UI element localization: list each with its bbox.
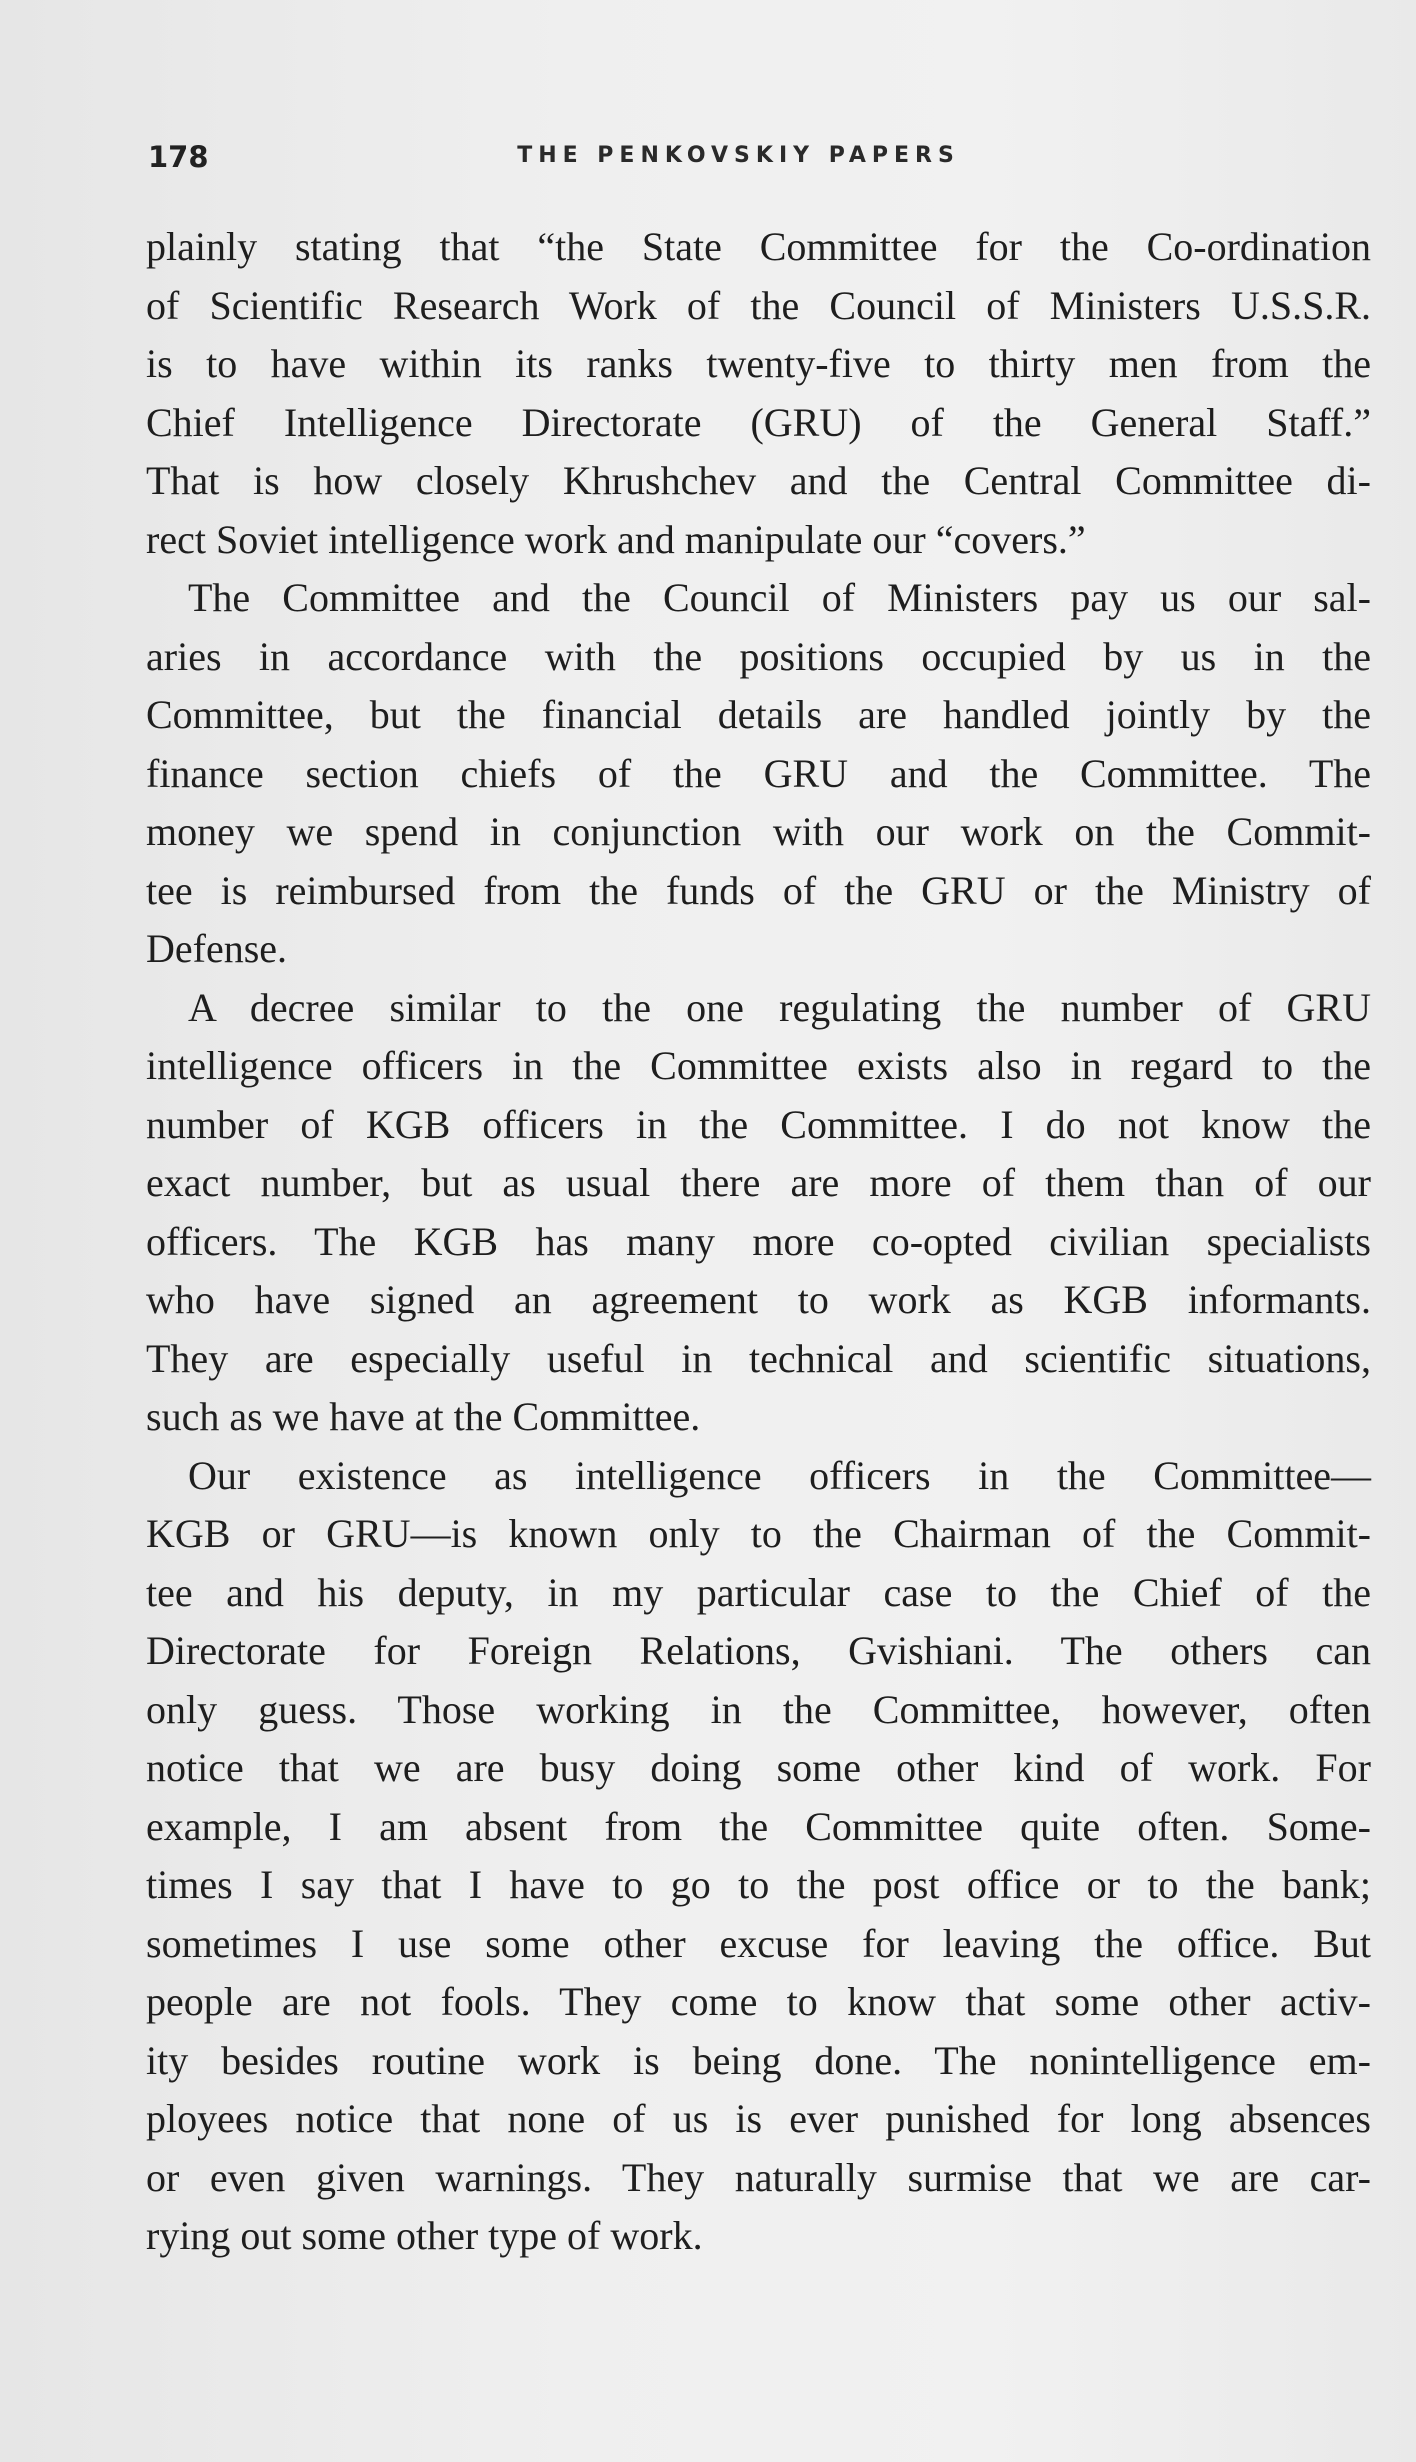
body-text	[146, 218, 1371, 2266]
running-head: THE PENKOVSKIY PAPERS	[517, 143, 960, 168]
text-line: A decree similar to the one regulating the number of GRU	[188, 984, 1371, 1030]
text-line: Defense.	[146, 926, 288, 971]
text-line: notice that we are busy doing some other kind of work. For	[146, 1745, 1371, 1790]
text-line: times I say that I have to go to the post office or to the bank;	[146, 1862, 1371, 1907]
text-line: rect Soviet intelligence work and manipulate our “covers.”	[146, 516, 1086, 562]
text-line: tee and his deputy, in my particular case to the Chief of the	[146, 1569, 1371, 1615]
text-line: plainly stating that “the State Committee for the Co-ordination	[146, 224, 1371, 269]
text-line: The Committee and the Council of Ministers pay us our sal-	[188, 575, 1371, 620]
text-line: They are especially useful in technical and scientific situations,	[146, 1335, 1371, 1381]
text-line: only guess. Those working in the Committee, however, often	[146, 1686, 1371, 1732]
text-line: tee is reimbursed from the funds of the GRU or the Ministry of	[146, 867, 1371, 913]
text-line: Directorate for Foreign Relations, Gvishiani. The others can	[146, 1628, 1371, 1673]
text-line: such as we have at the Committee.	[146, 1394, 701, 1439]
text-line: number of KGB officers in the Committee. I do not know the	[146, 1101, 1371, 1147]
text-line: rying out some other type of work.	[146, 2213, 703, 2258]
text-line: Committee, but the financial details are handled jointly by the	[146, 692, 1371, 737]
text-line: ity besides routine work is being done. The nonintelligence em-	[146, 2037, 1371, 2083]
text-line: money we spend in conjunction with our work on the Commit-	[146, 809, 1371, 854]
text-line: people are not fools. They come to know that some other activ-	[146, 1979, 1371, 2024]
text-line: Our existence as intelligence officers in the Committee—	[188, 1452, 1371, 1498]
page-number: 178	[148, 140, 209, 174]
text-line: example, I am absent from the Committee quite often. Some-	[146, 1803, 1371, 1849]
text-line: Chief Intelligence Directorate (GRU) of the General Staff.”	[146, 399, 1371, 445]
page-header	[146, 140, 1371, 180]
text-line: intelligence officers in the Committee exists also in regard to the	[146, 1043, 1371, 1088]
text-line: exact number, but as usual there are more of them than of our	[146, 1160, 1371, 1205]
text-line: or even given warnings. They naturally surmise that we are car-	[146, 2154, 1371, 2200]
text-line: is to have within its ranks twenty-five to thirty men from the	[146, 341, 1371, 386]
text-line: KGB or GRU—is known only to the Chairman of the Commit-	[146, 1511, 1371, 1556]
text-line: aries in accordance with the positions occupied by us in the	[146, 633, 1371, 679]
text-line: who have signed an agreement to work as KGB informants.	[146, 1277, 1371, 1322]
text-line: ployees notice that none of us is ever punished for long absences	[146, 2096, 1371, 2141]
text-line: That is how closely Khrushchev and the Central Committee di-	[146, 458, 1371, 503]
text-line: sometimes I use some other excuse for leaving the office. But	[146, 1920, 1371, 1966]
text-line: of Scientific Research Work of the Council of Ministers U.S.S.R.	[146, 282, 1371, 328]
text-line: officers. The KGB has many more co-opted civilian specialists	[146, 1218, 1371, 1264]
text-line: finance section chiefs of the GRU and the Committee. The	[146, 750, 1371, 796]
